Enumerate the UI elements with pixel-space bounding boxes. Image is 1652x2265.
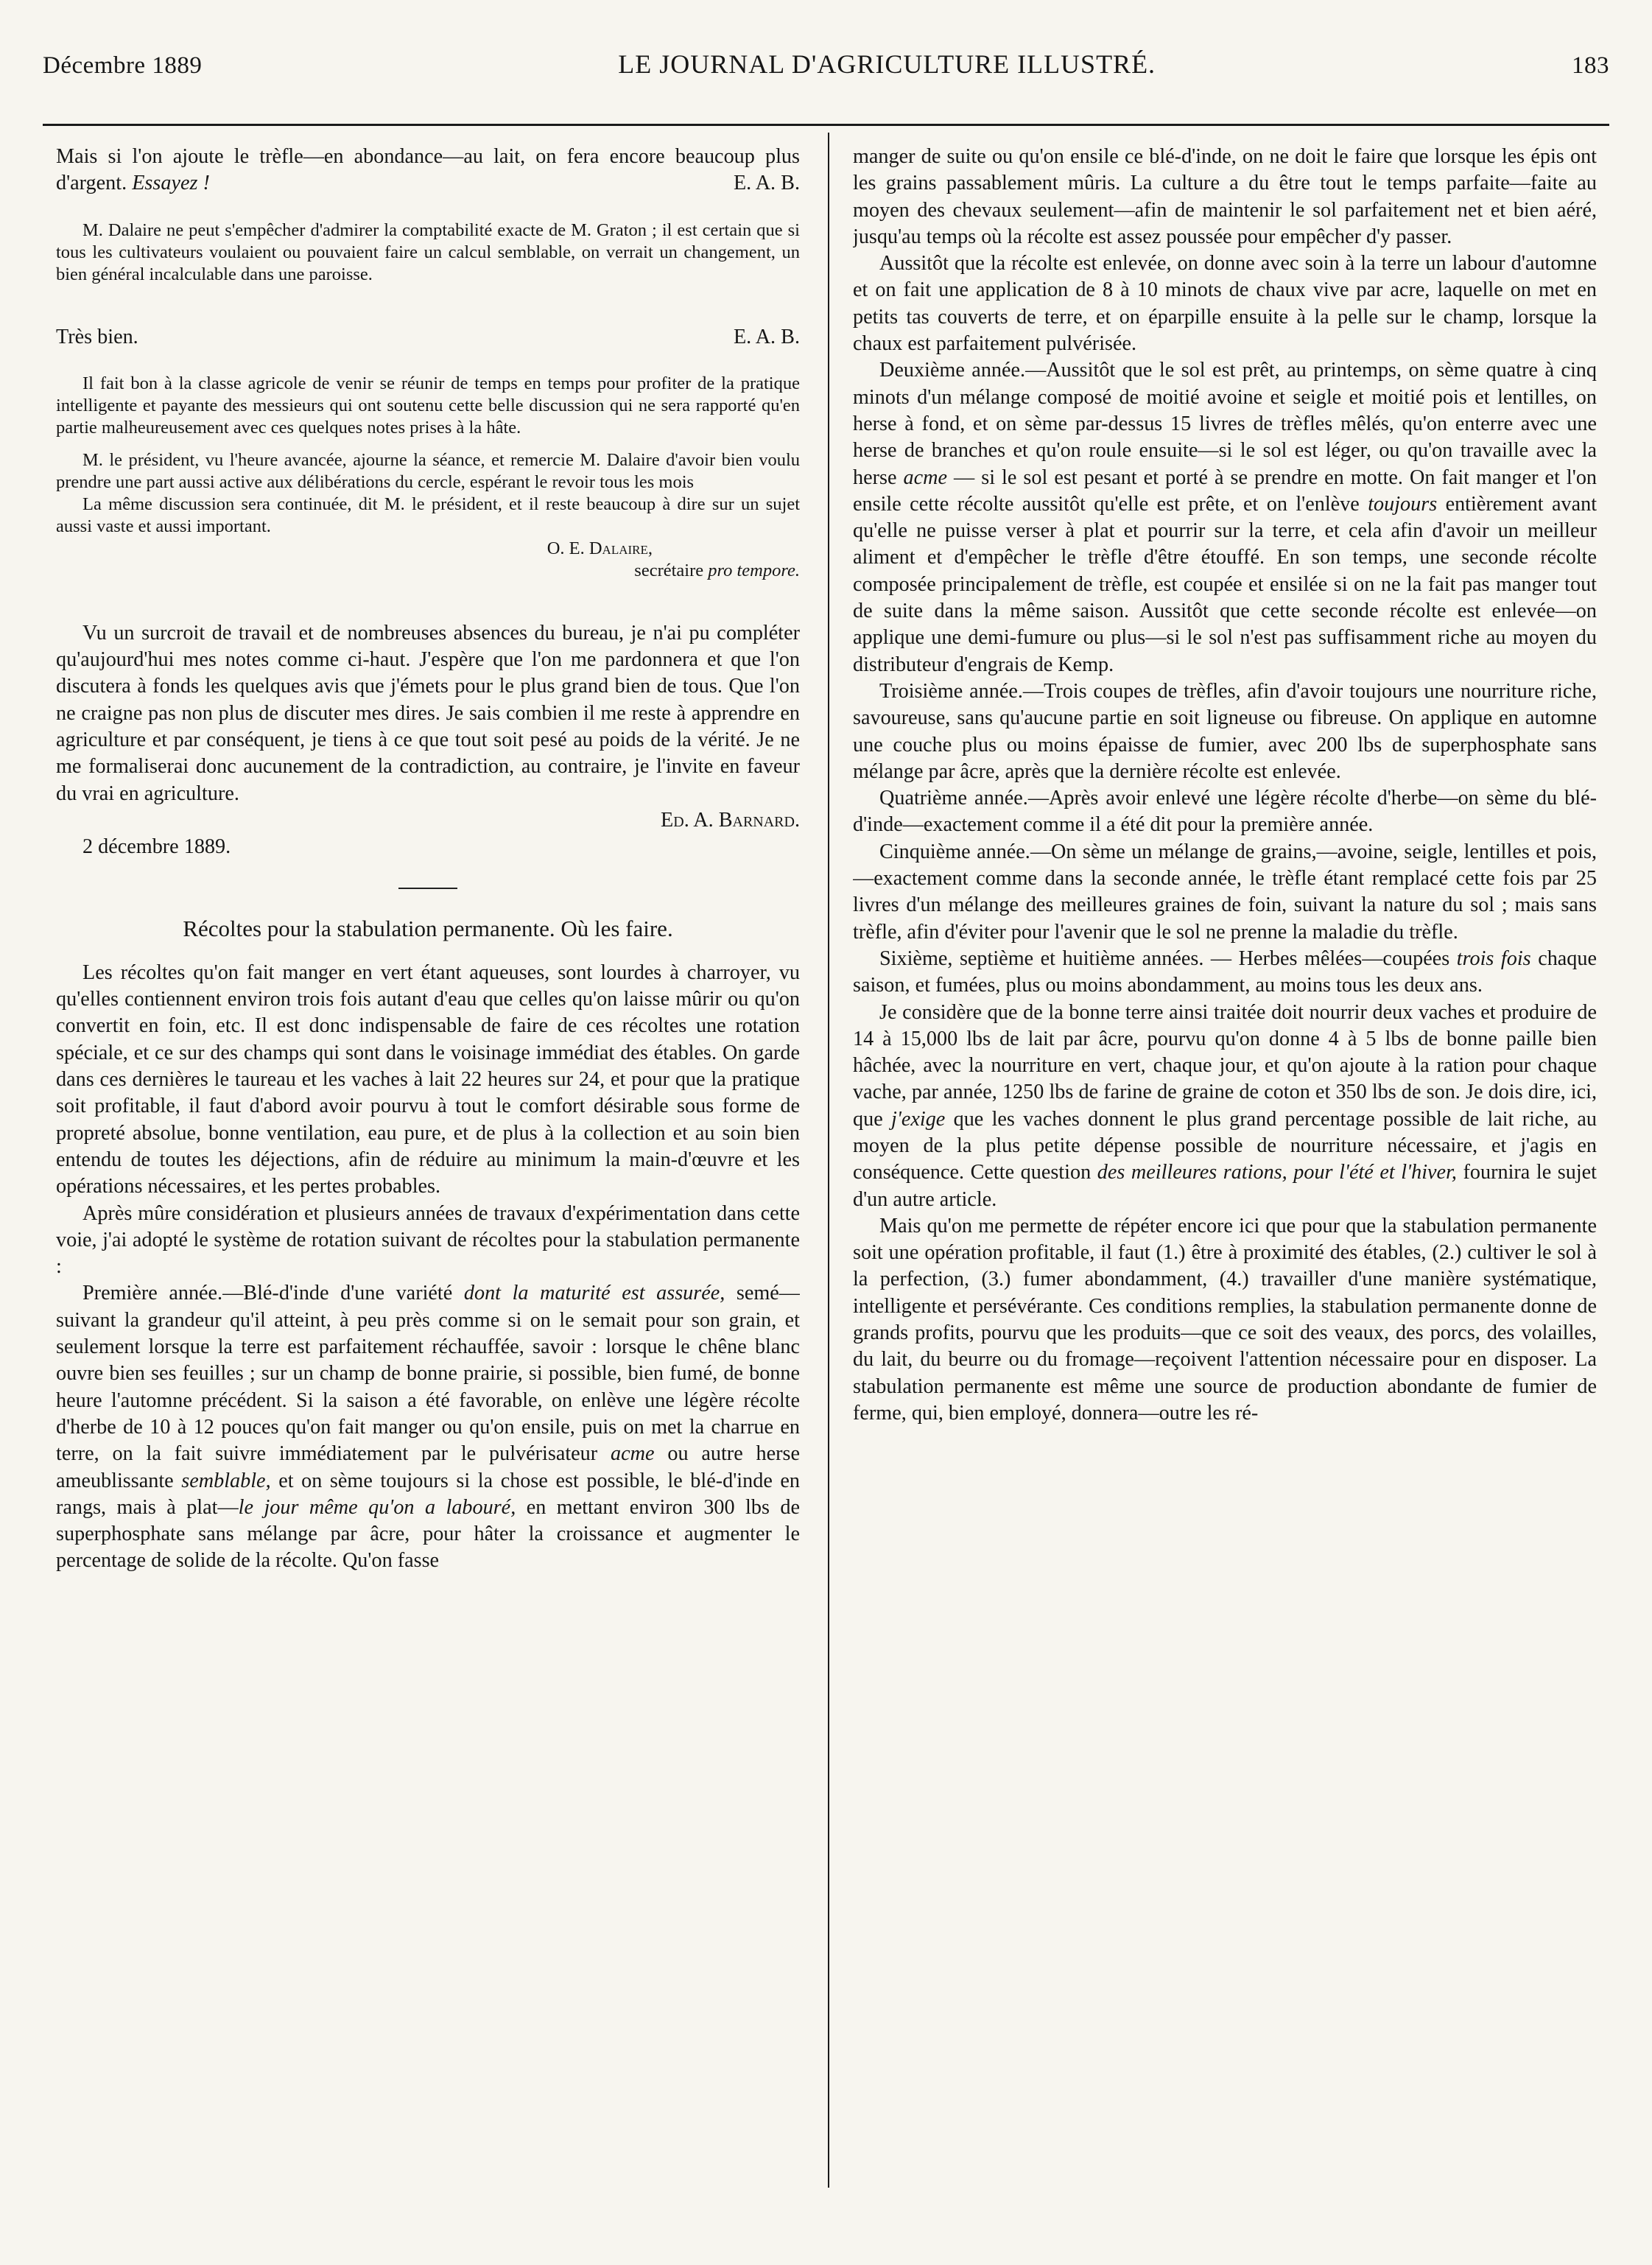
report-paragraph: Il fait bon à la classe agricole de venir se réunir de temps en temps pour profiter de la pratique intelligente et payante des messieurs qui ont soutenu cette belle discussion qui ne sera rapporté qu'en partie malheureusement avec ces quelques notes prises à la hâte. — [56, 373, 800, 438]
article-paragraph: Après mûre considération et plusieurs années de travaux d'expérimentation dans cette voie, j'ai adopté le système de rotation suivant de récoltes pour la stabulation permanente : — [56, 1201, 800, 1279]
article-heading: Récoltes pour la stabulation permanente. Où les faire. — [183, 915, 673, 941]
article-paragraph: Quatrième année.—Après avoir enlevé une légère récolte d'herbe—on sème du blé-d'inde—exactement comme il a été dit pour la première année. — [853, 787, 1597, 837]
article-paragraph: Les récoltes qu'on fait manger en vert étant aqueuses, sont lourdes à charroyer, vu qu'elles contiennent environ trois fois autant d'eau que celles qu'on laisse mûrir ou qu'on convertit en foin, etc. Il est donc indispensable de faire de ces récoltes une rotation spéciale, et ce sur des champs qui sont dans le voisinage immédiat des étables. On garde dans ces dernières le taureau et les vaches à lait 22 heures sur 24, et pour que la pratique soit profitable, il faut d'abord avoir pourvu à tout le comfort désirable sous forme de propreté absolue, bonne ventilation, eau pure, et de plus à la collection et au soin bien entendu de toutes les déjections, afin de réduire au minimum la main-d'œuvre et les opérations nécessaires, et les pertes probables. — [56, 961, 800, 1198]
secretary-name: O. E. Dalaire, — [546, 538, 653, 558]
signature-row — [56, 324, 800, 351]
article-paragraph: Sixième, septième et huitième années. — Herbes mêlées—coupées trois fois chaque saison, et fumées, plus ou moins abondamment, au moins tous les deux ans. — [853, 947, 1597, 997]
author-note: Vu un surcroit de travail et de nombreuses absences du bureau, je n'ai pu compléter qu'aujourd'hui mes notes comme ci-haut. J'espère que l'on me pardonnera et que l'on discutera à fonds les quelques avis que j'émets pour le plus grand bien de tous. Que l'on ne craigne pas non plus de discuter mes dires. Je sais combien il me reste à apprendre en agriculture et par conséquent, je tiens à ce que tout soit pesé au poids de la vérité. Je ne me formaliserai donc aucunement de la contradiction, au contraire, je l'invite en faveur du vrai en agriculture. — [56, 621, 800, 805]
page-number: 183 — [1572, 52, 1609, 79]
article-paragraph: Je considère que de la bonne terre ainsi traitée doit nourrir deux vaches et produire de 14 à 15,000 lbs de lait par âcre, pourvu qu'on donne 4 à 5 lbs de bonne paille bien hâchée, avec la nourriture en vert, chaque jour, et qu'on ajoute à la ration pour chaque vache, par année, 1250 lbs de farine de graine de coton et 350 lbs de son. Je dois dire, ici, que j'exige que les vaches donnent le plus grand percentage possible de lait riche, au moyen de la plus petite dépense possible de nourriture nécessaire, et j'agis en conséquence. Cette question des meilleures rations, pour l'été et l'hiver, fournira le sujet d'un autre article. — [853, 1000, 1597, 1211]
date-line: 2 décembre 1889. — [82, 835, 231, 859]
report-paragraph: M. Dalaire ne peut s'empêcher d'admirer la comptabilité exacte de M. Graton ; il est certain que si tous les cultivateurs voulaient ou pouvaient faire un calcul semblable, on verrait un changement, un bien général incalculable dans une paroisse. — [56, 220, 800, 284]
article-paragraph: Cinquième année.—On sème un mélange de grains,—avoine, seigle, lentilles et pois,—exactement comme dans la seconde année, le trèfle étant remplacé cette fois par 25 livres d'un mélange des meilleures graines de foin, suivant la nature du sol ; mais sans trèfle, afin d'éviter pour l'avenir que le sol ne prenne la maladie du trèfle. — [853, 840, 1597, 944]
journal-title: LE JOURNAL D'AGRICULTURE ILLUSTRÉ. — [618, 49, 1156, 79]
approval-text: Très bien. — [56, 325, 138, 348]
article-paragraph: Première année.—Blé-d'inde d'une variété dont la maturité est assurée, semé—suivant la grandeur qu'il atteint, à peu près comme si on le semait pour son grain, et seulement lorsque la terre est parfaitement réchauffée, savoir : lorsque le chêne blanc ouvre bien ses feuilles ; sur un champ de bonne prairie, si possible, bien fumé, de bonne heure l'automne précédent. Si la saison a été favorable, on enlève une légère récolte d'herbe de 10 à 12 pouces qu'on fait manger ou qu'on ensile, puis on met la charrue en terre, on la fait suivre immédiatement par le pulvérisateur acme ou autre herse ameublissante semblable, et on sème toujours si la chose est possible, le blé-d'inde en rangs, mais à plat—le jour même qu'on a labouré, en mettant environ 300 lbs de superphosphate sans mélange par âcre, pour hâter la croissance et augmenter le percentage de solide de la récolte. Qu'on fasse — [56, 1282, 800, 1573]
article-paragraph: Aussitôt que la récolte est enlevée, on donne avec soin à la terre un labour d'automne et on fait une application de 8 à 10 minots de chaux vive par acre, laquelle on met en petits tas couverts de terre, et on éparpille ensuite à la pelle sur le champ, lorsque la chaux est parfaitement pulvérisée. — [853, 252, 1597, 356]
initials: E. A. B. — [733, 325, 800, 348]
header-rule — [43, 124, 1609, 126]
article-paragraph: manger de suite ou qu'on ensile ce blé-d'inde, on ne doit le faire que lorsque les épis ont les grains passablement mûris. La culture a du être tout le temps parfaite—faite au moyen des chevaux seulement—afin de maintenir le sol parfaitement net et bien aéré, jusqu'au temps où la récolte est assez poussée pour empêcher d'y passer. — [853, 145, 1597, 248]
article-paragraph: Deuxième année.—Aussitôt que le sol est prêt, au printemps, on sème quatre à cinq minots d'un mélange composé de moitié avoine et seigle et moitié pois et lentilles, on herse à fond, et on sème par-dessus 15 livres de trèfles mêlés, qu'on enterre avec une herse de branches et qu'on roule ensuite—si le sol est léger, ou qu'on travaille avec la herse acme — si le sol est pesant et porté à se prendre en motte. On fait manger et l'on ensile cette récolte aussitôt qu'elle est prête, et on l'enlève toujours entièrement avant qu'elle ne puisse verser à plat et pourrir sur la terre, et cela afin d'avoir un meilleur aliment et d'empêcher le trèfle d'être étouffé. En son temps, une seconde récolte composée principalement de trèfle, est coupée et ensilée si on ne la fait pas manger tout de suite dans la même saison. Aussitôt que cette seconde récolte est enlevée—on applique une demi-fumure ou plus—si le sol n'est pas suffisamment riche au moyen du distributeur d'engrais de Kemp. — [853, 359, 1597, 676]
report-paragraph: M. le président, vu l'heure avancée, ajourne la séance, et remercie M. Dalaire d'avoir bien voulu prendre une part aussi active aux délibérations du cercle, espérant le revoir tous les mois — [56, 449, 800, 492]
separator — [398, 888, 457, 889]
left-column — [56, 144, 800, 2206]
paragraph: Mais si l'on ajoute le trèfle—en abondance—au lait, on fera encore beaucoup plus d'argent. Essayez ! E. A. B. — [56, 145, 800, 195]
secretary-role: secrétaire pro tempore. — [634, 560, 800, 580]
article-paragraph: Mais qu'on me permette de répéter encore ici que pour que la stabulation permanente soit une opération profitable, il faut (1.) être à proximité des étables, (2.) cultiver le sol à la perfection, (3.) fumer abondamment, (4.) travailler d'une manière systématique, intelligente et persévérante. Ces conditions remplies, la stabulation permanente donne de grands profits, pourvu que les produits—que ce soit des veaux, des porcs, des volailles, du lait, du beurre ou du fromage—reçoivent l'attention nécessaire pour en disposer. La stabulation permanente est même une source de production abondante de fumier de ferme, qui, bien employé, donnera—outre les ré- — [853, 1214, 1597, 1425]
header-date: Décembre 1889 — [43, 52, 203, 79]
report-paragraph: La même discussion sera continuée, dit M. le président, et il reste beaucoup à dire sur un sujet aussi vaste et aussi important. — [56, 494, 800, 536]
article-paragraph: Troisième année.—Trois coupes de trèfles, afin d'avoir toujours une nourriture riche, savoureuse, sans qu'aucune partie en soit ligneuse ou fibreuse. On applique en automne une couche plus ou moins épaisse de fumier, avec 200 lbs de superphosphate sans mélange par âcre, après que la dernière récolte est enlevée. — [853, 679, 1597, 783]
author-signature: Ed. A. Barnard. — [661, 808, 800, 832]
page-header — [43, 49, 1609, 93]
right-column — [853, 144, 1597, 2206]
column-divider — [828, 133, 829, 2188]
